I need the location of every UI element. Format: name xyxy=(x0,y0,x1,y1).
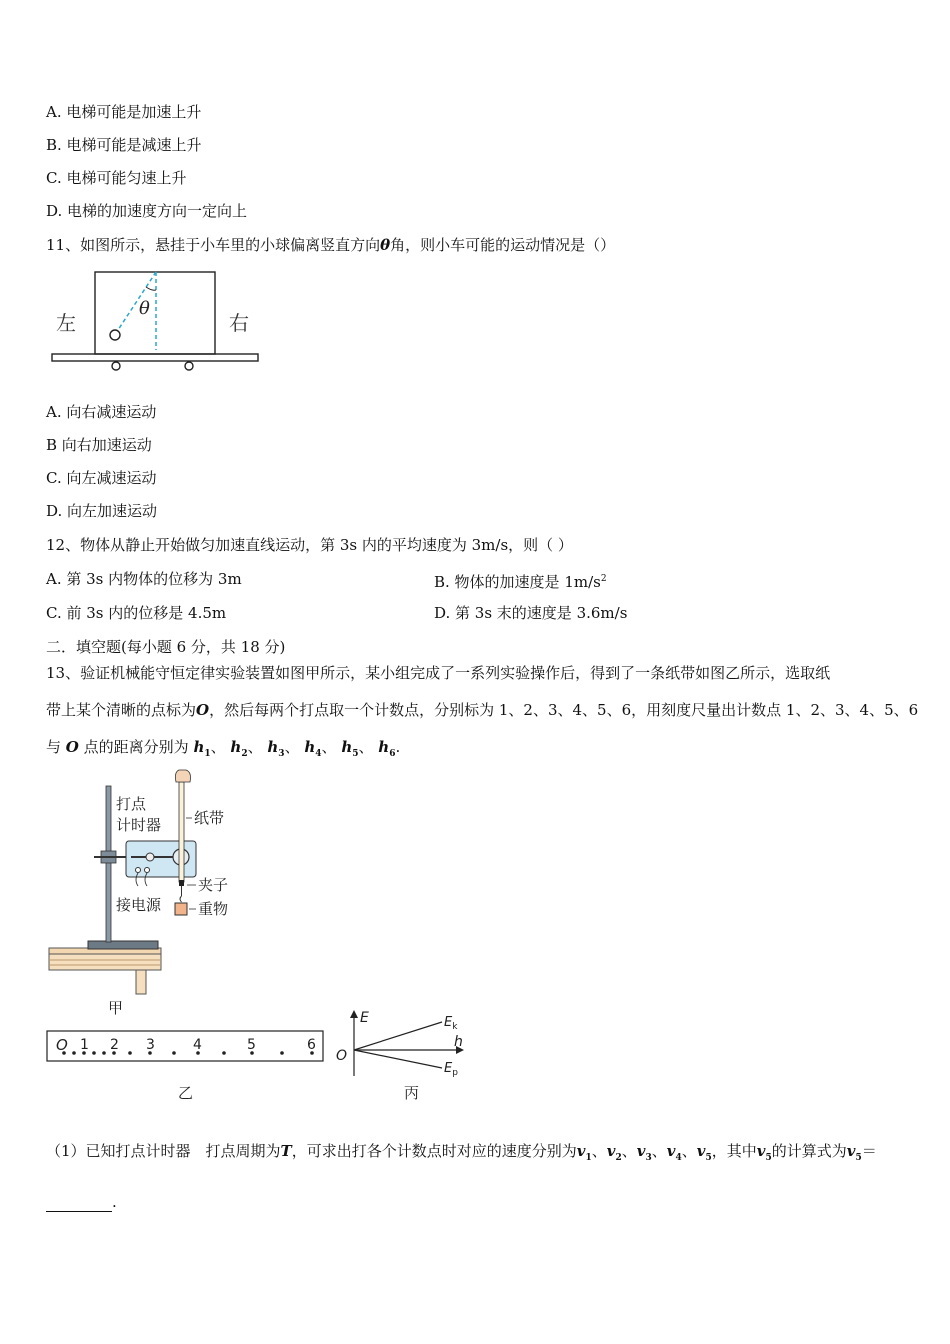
tape-dot xyxy=(92,1051,96,1055)
tape-point-4: 4 xyxy=(193,1037,202,1053)
q11-stem: 11、如图所示，悬挂于小车里的小球偏离竖直方向θ角，则小车可能的运动情况是（） xyxy=(46,236,616,254)
tape-dot xyxy=(102,1051,106,1055)
clip-label: 夹子 xyxy=(198,876,229,894)
pendulum-string xyxy=(118,272,156,330)
q12-option-b: B. 物体的加速度是 $1m/s^2$ xyxy=(434,573,607,591)
q10-option-a: A. 电梯可能是加速上升 xyxy=(46,103,202,121)
tape-dot xyxy=(280,1051,284,1055)
tape-point-6: 6 xyxy=(307,1037,316,1053)
weight xyxy=(175,903,187,915)
tape-point-2: 2 xyxy=(110,1037,119,1053)
timer-label-2: 计时器 xyxy=(116,816,162,834)
ek-line xyxy=(354,1022,442,1050)
pendulum-ball xyxy=(110,330,120,340)
fig-c-caption: 丙 xyxy=(404,1084,420,1102)
tape-point-o: O xyxy=(56,1036,68,1054)
axis-h-label: h xyxy=(454,1034,463,1050)
q13-apparatus-figure xyxy=(46,768,246,1018)
q11-option-b: B 向右加速运动 xyxy=(46,436,152,454)
weight-label: 重物 xyxy=(198,900,229,918)
tape-dot xyxy=(72,1051,76,1055)
answer-blank[interactable] xyxy=(46,1197,112,1212)
cart-base xyxy=(52,354,258,361)
q10-option-d: D. 电梯的加速度方向一定向上 xyxy=(46,202,248,220)
q12-option-d: D. 第 3s 末的速度是 3.6m/s xyxy=(434,604,628,622)
q11-option-a: A. 向右减速运动 xyxy=(46,403,157,421)
table-leg xyxy=(136,970,146,994)
q11-option-c: C. 向左减速运动 xyxy=(46,469,157,487)
stand-base xyxy=(88,941,158,949)
cart-body xyxy=(95,272,215,354)
q10-option-c: C. 电梯可能匀速上升 xyxy=(46,169,187,187)
theta-arc xyxy=(146,287,156,290)
theta-label: θ xyxy=(139,298,150,319)
answer-blank-line[interactable]: . xyxy=(46,1192,117,1212)
q11-cart-figure xyxy=(46,268,266,378)
ek-label: $E_k$ xyxy=(444,1015,458,1032)
q13-part1: （1）已知打点计时器 打点周期为T，可求出打各个计数点时对应的速度分别为$v_1$、$v_2$、$v_3$、$v_4$、$v_5$，其中$v_5$的计算式为$v_5=$ xyxy=(46,1142,877,1163)
q12-stem: 12、物体从静止开始做匀加速直线运动，第 3s 内的平均速度为 3m/s，则（ ） xyxy=(46,536,573,554)
stand-rod xyxy=(106,786,111,942)
tape-point-5: 5 xyxy=(247,1037,256,1053)
tape-label: 纸带 xyxy=(194,809,225,827)
fig-right-label: 右 xyxy=(229,311,249,335)
cart-wheel-right xyxy=(185,362,193,370)
fig-b-caption: 乙 xyxy=(178,1084,194,1102)
tape-dot xyxy=(172,1051,176,1055)
ep-line xyxy=(354,1050,442,1068)
q10-option-b: B. 电梯可能是减速上升 xyxy=(46,136,202,154)
tape-point-3: 3 xyxy=(146,1037,155,1053)
cart-wheel-left xyxy=(112,362,120,370)
table-edge xyxy=(49,954,161,970)
ep-label: $E_p$ xyxy=(444,1061,458,1078)
tape-point-1: 1 xyxy=(80,1037,89,1053)
hand-icon xyxy=(175,770,190,782)
tape-dot xyxy=(222,1051,226,1055)
axis-e-label: E xyxy=(360,1010,369,1026)
section-heading: 二．填空题(每小题 6 分，共 18 分) xyxy=(46,638,286,656)
q13-line-2: 带上某个清晰的点标为O，然后每两个打点取一个计数点，分别标为 1、2、3、4、5、6，用刻度尺量出计数点 1、2、3、4、5、6 xyxy=(46,701,919,719)
origin-label: O xyxy=(336,1048,348,1064)
fig-left-label: 左 xyxy=(56,311,76,335)
tape-dot xyxy=(128,1051,132,1055)
paper-tape xyxy=(179,782,184,882)
q13-energy-graph xyxy=(334,1006,474,1106)
power-terminal-1 xyxy=(136,868,141,873)
timer-label-1: 打点 xyxy=(116,795,147,813)
q12-option-a: A. 第 3s 内物体的位移为 3m xyxy=(46,570,242,588)
power-label: 接电源 xyxy=(116,896,162,914)
q12-option-c: C. 前 3s 内的位移是 4.5m xyxy=(46,604,227,622)
power-terminal-2 xyxy=(145,868,150,873)
q13-line-3: 与 O 点的距离分别为 $h_1$、 $h_2$、 $h_3$、 $h_4$、 $h_5$、 $h_6$. xyxy=(46,738,401,759)
fig-a-caption: 甲 xyxy=(108,999,124,1017)
q11-option-d: D. 向左加速运动 xyxy=(46,502,158,520)
q13-line-1: 13、验证机械能守恒定律实验装置如图甲所示，某小组完成了一系列实验操作后，得到了一条纸带如图乙所示，选取纸 xyxy=(46,664,831,682)
q13-tape-figure xyxy=(46,1028,326,1108)
clip xyxy=(179,880,184,886)
